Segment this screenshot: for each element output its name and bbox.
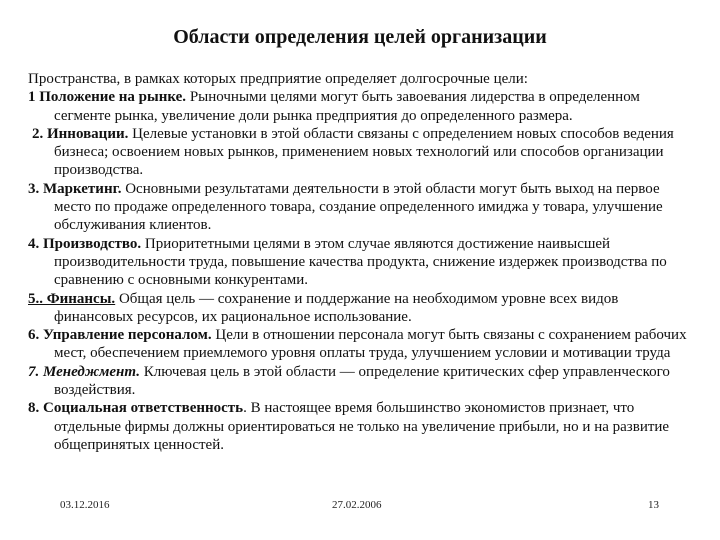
footer-date-left: 03.12.2016 bbox=[60, 499, 110, 511]
item-label: 4. Производство. bbox=[28, 235, 142, 252]
item-label: 8. Социальная ответственность bbox=[28, 400, 244, 417]
item-text: Основными результатами деятельности в этой области могут быть выход на первое место по продаже определенного товара, создание определенного имиджа у товара, улучшение обслуживания клиентов. bbox=[54, 180, 663, 234]
page-number: 13 bbox=[648, 499, 659, 511]
list-item-management bbox=[28, 363, 696, 400]
item-text: Общая цель — сохранение и поддержание на необходимом уровне всех видов финансовых ресурсов, их рациональное использование. bbox=[54, 290, 619, 325]
item-text: Целевые установки в этой области связаны с определением новых способов ведения бизнеса; освоением новых рынков, применением новых технологий или способов организации производства. bbox=[54, 125, 674, 179]
item-label: 5.. Финансы. bbox=[28, 290, 116, 307]
list-item-social-responsibility bbox=[28, 399, 696, 454]
intro-text: Пространства, в рамках которых предприятие определяет долгосрочные цели: bbox=[28, 71, 528, 87]
item-text: Цели в отношении персонала могут быть связаны с сохранением рабочих мест, обеспечением приемлемого уровня оплаты труда, улучшением условии и мотивации труда bbox=[54, 327, 687, 362]
item-text: Рыночными целями могут быть завоевания лидерства в определенном сегменте рынка, увеличение доли рынка предприятия до определенного размера. bbox=[54, 89, 640, 124]
list-item-market-position bbox=[28, 88, 696, 125]
list-item-finance bbox=[28, 290, 696, 327]
item-text: Ключевая цель в этой области — определение критических сфер управленческого воздействия. bbox=[54, 363, 670, 399]
list-item-innovation bbox=[28, 125, 696, 180]
item-text: . В настоящее время большинство экономистов признает, что отдельные фирмы должны ориентироваться не только на увеличение прибыли, но и на развитие общепринятых ценностей. bbox=[54, 400, 670, 453]
slide-title: Области определения целей организации bbox=[173, 26, 547, 48]
list-item-marketing bbox=[28, 180, 696, 235]
slide-body bbox=[28, 70, 696, 454]
item-label: 3. Маркетинг. bbox=[28, 180, 122, 197]
list-item-production bbox=[28, 235, 696, 290]
item-label: 1 Положение на рынке. bbox=[28, 89, 187, 106]
item-label: 7. Менеджмент. bbox=[28, 363, 140, 380]
list-item-personnel bbox=[28, 326, 696, 363]
item-text: Приоритетными целями в этом случае являются достижение наивысшей производительности труда, повышение качества продукта, снижение издержек производства по сравнению с основными конкурентами. bbox=[54, 235, 667, 289]
item-label: 2. Инновации. bbox=[32, 125, 129, 142]
footer-date-center: 27.02.2006 bbox=[332, 499, 382, 511]
item-label: 6. Управление персоналом. bbox=[28, 327, 212, 344]
